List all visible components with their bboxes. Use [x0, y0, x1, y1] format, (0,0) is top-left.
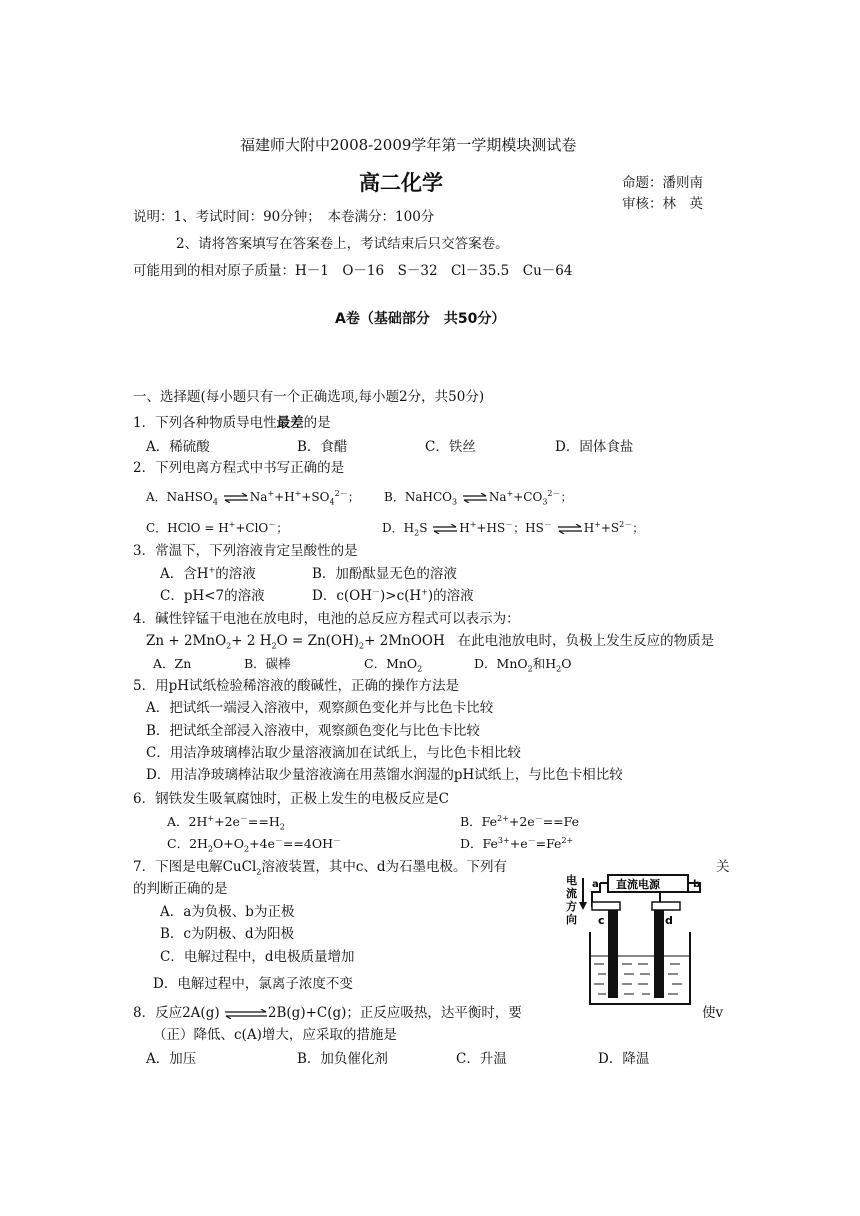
q8-stem	[133, 1005, 522, 1021]
q2-d-mid: S	[419, 521, 428, 535]
equilibrium-arrow-icon	[462, 493, 488, 503]
q5-option-b: B．把试纸全部浸入溶液中，观察颜色变化与比色卡比较	[146, 723, 480, 739]
q7-option-b: B．c为阴极、d为阳极	[160, 926, 295, 942]
q1-stem-emphasis: 最差	[276, 415, 304, 431]
q7-option-c: C．电解过程中，d电极质量增加	[160, 949, 355, 965]
q6-a-text: A．2H	[167, 814, 208, 829]
q2-a-rhs: Na	[249, 490, 268, 504]
author-line: 命题：潘则南	[622, 175, 703, 191]
subject-title: 高二化学	[359, 171, 443, 195]
q4-option-c: C．MnO$_2$	[364, 656, 423, 674]
q8-stem-tail: 2B(g)+C(g)；正反应吸热，达平衡时，要	[267, 1005, 522, 1021]
q2-d-lhs: D．H	[382, 521, 415, 535]
exam-title: 福建师大附中2008-2009学年第一学期模块测试卷	[240, 136, 577, 154]
q7-stem-tail: 溶液装置，其中c、d为石墨电极。下列有	[261, 859, 508, 875]
section-a-title: A卷（基础部分 共50分）	[335, 311, 506, 327]
q3-d-mid: )>c(H	[380, 588, 422, 604]
q6-stem: 6．钢铁发生吸氧腐蚀时，正极上发生的电极反应是C	[133, 791, 449, 807]
q2-c-text: C．HClO = H	[146, 521, 229, 535]
reviewer-line: 审核：林 英	[622, 196, 703, 212]
q2-option-b: B．NaHCO$_3$ $Na^++CO_3^{2-}$；	[384, 489, 573, 507]
equilibrium-arrow-icon	[557, 524, 583, 534]
q3-option-d: D．c(OH－)>c(H+)的溶液	[312, 587, 474, 604]
q3-a-text: A．含H	[160, 566, 209, 582]
current-label-3: 方	[566, 900, 577, 913]
q1-stem-tail: 的是	[303, 415, 331, 431]
q6-c-text: C．2H	[167, 836, 208, 851]
q3-option-a: A．含H+的溶液	[160, 565, 256, 582]
power-supply-label: 直流电源	[616, 878, 660, 891]
electrode-d-holder	[652, 902, 680, 910]
q4-option-b: B．碳棒	[244, 656, 291, 671]
q3-option-b: B．加酚酞显无色的溶液	[312, 566, 457, 582]
q1-option-a: A．稀硫酸	[146, 439, 210, 455]
equilibrium-arrow-icon	[432, 524, 458, 534]
part-1-heading: 一、选择题(每小题只有一个正确选项,每小题2分，共50分)	[133, 389, 485, 405]
equilibrium-arrow-icon	[224, 1009, 268, 1019]
q4-option-d: D．MnO$_2$和$H_2O$	[474, 656, 572, 674]
electrode-c	[608, 910, 618, 998]
q1-option-b: B．食醋	[297, 439, 348, 455]
solution-hatching	[594, 964, 682, 994]
q3-d-tail: )的溶液	[427, 588, 474, 604]
q4-d-tail: 和H	[532, 656, 557, 671]
atomic-masses: 可能用到的相对原子质量：H－1 O－16 S－32 Cl－35.5 Cu－64	[133, 263, 573, 279]
q6-option-d: D．$Fe^{3+}+e^-=Fe^{2+}$	[460, 835, 574, 851]
q4-d-text: D．MnO	[474, 656, 528, 671]
q5-stem: 5．用pH试纸检验稀溶液的酸碱性，正确的操作方法是	[133, 678, 460, 694]
q3-d-text: D．c(OH	[312, 588, 372, 604]
q2-option-d: D．$H_2S$ H++HS－；HS－ $H^++S^{2-}$；	[382, 520, 645, 538]
q1-stem	[133, 415, 331, 431]
q5-option-c: C．用洁净玻璃棒沾取少量溶液滴加在试纸上，与比色卡相比较	[146, 745, 521, 761]
q3-option-c: C．pH<7的溶液	[160, 588, 265, 604]
q3-stem: 3．常温下，下列溶液肯定呈酸性的是	[133, 543, 358, 559]
q8-stem-end: 使v	[702, 1005, 724, 1021]
q8-stem-text: 8．反应2A(g)	[133, 1005, 220, 1021]
q8-option-a: A．加压	[146, 1051, 197, 1067]
current-label-4: 向	[566, 913, 577, 926]
current-label-2: 流	[566, 887, 577, 900]
q6-b-text: B．Fe	[460, 814, 498, 829]
q1-option-c: C．铁丝	[425, 439, 476, 455]
q4-stem: 4．碱性锌锰干电池在放电时，电池的总反应方程式可以表示为：	[133, 611, 520, 627]
q5-option-a: A．把试纸一端浸入溶液中，观察颜色变化并与比色卡比较	[146, 700, 494, 716]
current-label-1: 电	[566, 874, 577, 887]
q2-option-a: A．NaHSO$_4$ $Na^++H^++SO_4^{2-}$；	[146, 489, 360, 507]
q6-option-b: B．$Fe^{2+}+2e^-==Fe$	[460, 813, 580, 829]
q2-option-c: C．HClO = H++ClO－；	[146, 520, 289, 535]
q4-equation: Zn + 2MnO$_2$+ 2 $H_2O = Zn(OH)_2+$ 2MnOOH 在此电池放电时，负极上发生反应的物质是	[146, 633, 715, 651]
beaker	[590, 932, 690, 1004]
q4-equation-tail: 在此电池放电时，负极上发生反应的物质是	[457, 633, 715, 649]
q7-stem: 7．下图是电解CuCl$_2$溶液装置，其中c、d为石墨电极。下列有	[133, 859, 508, 877]
q1-stem-text: 1．下列各种物质导电性	[133, 415, 277, 431]
electrode-d-label: d	[665, 914, 673, 927]
electrolysis-diagram	[560, 872, 720, 1012]
arrow-head-icon	[579, 902, 587, 910]
note-line-1: 说明：1、考试时间：90分钟； 本卷满分：100分	[133, 209, 435, 225]
q2-d-rhs: H	[459, 521, 470, 535]
q7-stem-line2: 的判断正确的是	[133, 881, 228, 897]
electrode-c-holder	[592, 902, 620, 910]
q2-b-lhs: B．NaHCO	[384, 490, 452, 504]
q8-option-c: C．升温	[456, 1051, 507, 1067]
q7-stem-end: 关	[716, 859, 730, 875]
terminal-b-label: b	[693, 879, 701, 890]
q4-c-text: C．MnO	[364, 656, 418, 671]
q6-option-c: C．$2H_2O+O_2+4e^-==4OH^-$	[167, 835, 341, 854]
q8-stem-line2: （正）降低、c(A)增大，应采取的措施是	[153, 1027, 397, 1043]
q7-option-a: A．a为负极、b为正极	[160, 904, 295, 920]
q2-stem: 2．下列电离方程式中书写正确的是	[133, 460, 345, 476]
q8-option-b: B．加负催化剂	[297, 1051, 388, 1067]
q2-a-lhs: A．NaHSO	[146, 490, 213, 504]
q1-option-d: D．固体食盐	[555, 439, 634, 455]
q6-d-text: D．Fe	[460, 836, 498, 851]
q7-stem-text: 7．下图是电解CuCl	[133, 859, 257, 875]
equilibrium-arrow-icon	[223, 493, 249, 503]
q5-option-d: D．用洁净玻璃棒沾取少量溶液滴在用蒸馏水润湿的pH试纸上，与比色卡相比较	[146, 767, 623, 783]
q7-option-d: D．电解过程中，氯离子浓度不变	[153, 976, 353, 992]
q3-a-tail: 的溶液	[215, 566, 256, 582]
q2-b-rhs: Na	[488, 490, 507, 504]
terminal-a-label: a	[592, 879, 599, 890]
q6-option-a: A．$2H^++2e^-==H_2$	[167, 813, 285, 832]
electrode-c-label: c	[598, 914, 605, 927]
q8-option-d: D．降温	[598, 1051, 650, 1067]
electrode-d	[654, 910, 664, 998]
q4-option-a: A．Zn	[153, 656, 192, 671]
note-line-2: 2、请将答案填写在答案卷上，考试结束后只交答案卷。	[176, 236, 509, 252]
